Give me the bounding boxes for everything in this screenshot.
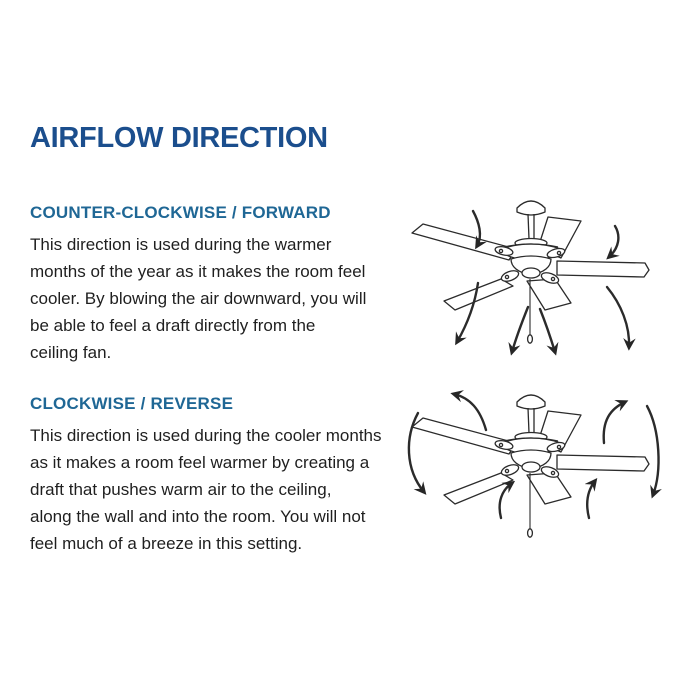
ceiling-fan-upward-airflow-illustration: [398, 385, 688, 560]
body-line: months of the year as it makes the room feel: [30, 262, 366, 281]
body-line: feel much of a breeze in this setting.: [30, 534, 303, 553]
section-heading-counter-clockwise: COUNTER-CLOCKWISE / FORWARD: [30, 203, 331, 222]
airflow-arrow-wall-right: [647, 406, 659, 495]
ceiling-fan-forward-mode-drawing: [398, 191, 688, 366]
body-line: This direction is used during the warmer: [30, 235, 332, 254]
body-line: cooler. By blowing the air downward, you will: [30, 289, 367, 308]
page-title: AIRFLOW DIRECTION: [30, 122, 328, 154]
airflow-arrow-up-right-top: [604, 402, 625, 443]
ceiling-fan-line-art: [412, 395, 649, 537]
section-body-counter-clockwise: [30, 231, 420, 366]
section-counter-clockwise-forward: [30, 203, 420, 366]
airflow-arrow-down-center-left: [512, 307, 528, 352]
section-clockwise-reverse: [30, 394, 420, 557]
ceiling-fan-line-art: [412, 201, 649, 343]
body-line: ceiling fan.: [30, 343, 112, 362]
airflow-arrow-down-center-right: [540, 309, 555, 352]
airflow-arrow-down-right-outer: [607, 287, 629, 347]
body-line: as it makes a room feel warmer by creating a: [30, 453, 370, 472]
section-heading-clockwise: CLOCKWISE / REVERSE: [30, 394, 234, 413]
ceiling-fan-reverse-mode-drawing: [398, 385, 688, 560]
ceiling-fan-downward-airflow-illustration: [398, 191, 688, 366]
body-line: draft that pushes warm air to the ceiling,: [30, 480, 332, 499]
body-line: along the wall and into the room. You will not: [30, 507, 366, 526]
airflow-arrow-up-center-right: [587, 481, 595, 518]
airflow-arrow-up-left-top: [454, 394, 486, 430]
body-line: be able to feel a draft directly from the: [30, 316, 316, 335]
airflow-arrow-up-center-left: [500, 483, 512, 518]
section-body-clockwise: [30, 422, 420, 557]
body-line: This direction is used during the cooler months: [30, 426, 382, 445]
airflow-arrow-down-right-top: [609, 226, 618, 257]
